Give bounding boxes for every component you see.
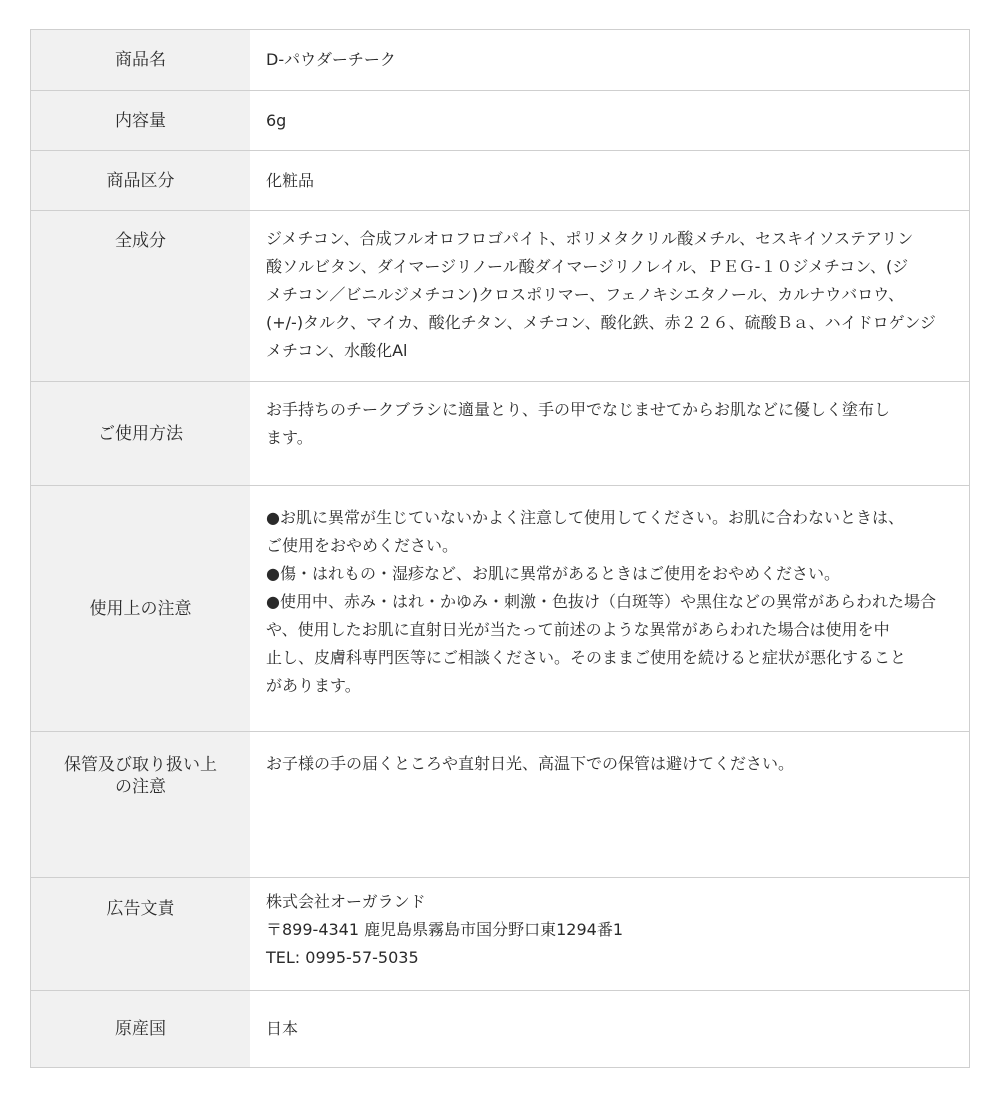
spec-value xyxy=(250,732,969,877)
spec-row-advertiser xyxy=(31,878,969,991)
value-line: メチコン／ビニルジメチコン)クロスポリマー、フェノキシエタノール、カルナウバロウ、 xyxy=(266,285,905,304)
value-line: 化粧品 xyxy=(266,170,315,190)
value-line: メチコン、水酸化Al xyxy=(266,341,408,360)
spec-label xyxy=(31,732,250,877)
spec-value xyxy=(250,151,969,210)
value-line: 6g xyxy=(266,110,287,130)
spec-value xyxy=(250,878,969,990)
spec-row-ingredients xyxy=(31,211,969,382)
value-line: があります。 xyxy=(266,676,361,695)
spec-value xyxy=(250,991,969,1067)
spec-row-content-volume xyxy=(31,91,969,151)
value-line: ジメチコン、合成フルオロフロゴパイト、ポリメタクリル酸メチル、セスキイソステアリン xyxy=(266,229,914,248)
value-line: ●使用中、赤み・はれ・かゆみ・刺激・色抜け（白斑等）や黒住などの異常があらわれた場合 xyxy=(266,592,936,611)
spec-row-origin xyxy=(31,991,969,1068)
spec-value xyxy=(250,486,969,731)
value-line: (+/-)タルク、マイカ、酸化チタン、メチコン、酸化鉄、赤２２６、硫酸Ｂａ、ハイドロゲンジ xyxy=(266,313,936,332)
spec-row-storage xyxy=(31,732,969,878)
value-line: 日本 xyxy=(266,1019,299,1038)
value-line: や、使用したお肌に直射日光が当たって前述のような異常があらわれた場合は使用を中 xyxy=(266,620,890,639)
spec-label: 原産国 xyxy=(31,991,250,1067)
product-spec-table xyxy=(30,29,970,1068)
value-line: 止し、皮膚科専門医等にご相談ください。そのままご使用を続けると症状が悪化すること xyxy=(266,648,907,667)
value-line: ます。 xyxy=(266,428,313,447)
spec-label: 内容量 xyxy=(31,91,250,150)
company-phone: TEL: 0995-57-5035 xyxy=(266,948,419,967)
spec-value xyxy=(250,91,969,150)
label-line: の注意 xyxy=(115,777,166,797)
spec-label: 全成分 xyxy=(31,211,250,381)
value-line: ●傷・はれもの・湿疹など、お肌に異常があるときはご使用をおやめください。 xyxy=(266,564,840,583)
spec-label: 商品区分 xyxy=(31,151,250,210)
value-line: D-パウダーチーク xyxy=(266,50,396,69)
spec-row-usage xyxy=(31,382,969,486)
company-name: 株式会社オーガランド xyxy=(266,892,426,911)
spec-label: 使用上の注意 xyxy=(31,486,250,731)
spec-value xyxy=(250,382,969,485)
spec-label: ご使用方法 xyxy=(31,382,250,485)
spec-value xyxy=(250,30,969,90)
spec-label: 広告文責 xyxy=(31,878,250,990)
spec-row-product-category xyxy=(31,151,969,211)
spec-value xyxy=(250,211,969,381)
spec-row-precautions xyxy=(31,486,969,732)
spec-label: 商品名 xyxy=(31,30,250,90)
value-line: お手持ちのチークブラシに適量とり、手の甲でなじませてからお肌などに優しく塗布し xyxy=(266,400,891,419)
company-address: 〒899-4341 鹿児島県霧島市国分野口東1294番1 xyxy=(266,920,624,939)
value-line: ご使用をおやめください。 xyxy=(266,536,459,555)
label-line: 保管及び取り扱い上 xyxy=(64,755,217,775)
value-line: 酸ソルビタン、ダイマージリノール酸ダイマージリノレイル、ＰＥＧ-１０ジメチコン、(ジ xyxy=(266,257,909,276)
spec-row-product-name xyxy=(31,30,969,91)
value-line: お子様の手の届くところや直射日光、高温下での保管は避けてください。 xyxy=(266,754,795,773)
value-line: ●お肌に異常が生じていないかよく注意して使用してください。お肌に合わないときは、 xyxy=(266,508,904,527)
